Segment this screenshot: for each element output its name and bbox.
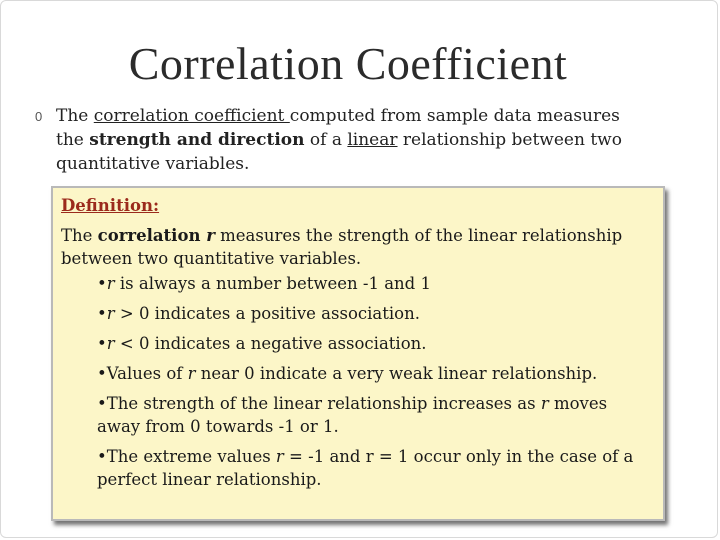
definition-item-6	[97, 445, 655, 491]
item-1-r: r	[106, 274, 115, 293]
intro-term-underlined: correlation coefficient	[93, 106, 290, 126]
item-2-r: r	[106, 304, 115, 323]
item-4-prefix: •Values of	[97, 364, 188, 383]
item-5-r: r	[540, 394, 549, 413]
item-2-text: > 0 indicates a positive association.	[114, 304, 420, 323]
item-3-text: < 0 indicates a negative association.	[114, 334, 427, 353]
intro-bullet	[37, 104, 637, 176]
intro-linear-underlined: linear	[347, 130, 398, 150]
item-1-text: is always a number between -1 and 1	[114, 274, 431, 293]
item-6-r: r	[275, 447, 284, 466]
definition-item-5	[97, 392, 655, 438]
definition-item-4	[97, 362, 655, 385]
definition-box	[51, 186, 665, 521]
item-5-text: moves away from 0 towards -1 or 1.	[97, 394, 608, 436]
intro-text	[56, 104, 637, 176]
item-2-prefix: •	[97, 304, 107, 323]
intro-emphasis: strength and direction	[89, 130, 305, 150]
item-6-text: = -1 and r = 1 occur only in the case of a perfect linear relationship.	[97, 447, 634, 489]
item-3-prefix: •	[97, 334, 107, 353]
intro-t3: computed from sample data measures the	[56, 106, 620, 150]
def-intro-r: r	[206, 226, 215, 245]
item-6-prefix: •The extreme values	[97, 447, 276, 466]
def-intro-1: The	[61, 226, 98, 245]
item-1-prefix: •	[97, 274, 107, 293]
intro-t1: The	[56, 106, 94, 126]
def-intro-2: correlation	[97, 226, 207, 245]
def-intro-4: measures the strength of the linear relationship between two quantitative variables.	[61, 226, 623, 268]
intro-t7: relationship between two quantitative variables.	[56, 130, 622, 174]
definition-items	[97, 272, 655, 491]
definition-item-2	[97, 302, 655, 325]
definition-item-1	[97, 272, 655, 295]
definition-label: Definition:	[61, 196, 160, 215]
definition-intro	[61, 224, 655, 270]
bullet-marker: 0	[35, 109, 43, 124]
definition-item-3	[97, 332, 655, 355]
slide-title: Correlation Coefficient	[128, 38, 568, 89]
item-5-prefix: •The strength of the linear relationship increases as	[97, 394, 541, 413]
item-3-r: r	[106, 334, 115, 353]
item-4-text: near 0 indicate a very weak linear relationship.	[195, 364, 598, 383]
intro-t5: of a	[304, 130, 348, 150]
item-4-r: r	[187, 364, 196, 383]
